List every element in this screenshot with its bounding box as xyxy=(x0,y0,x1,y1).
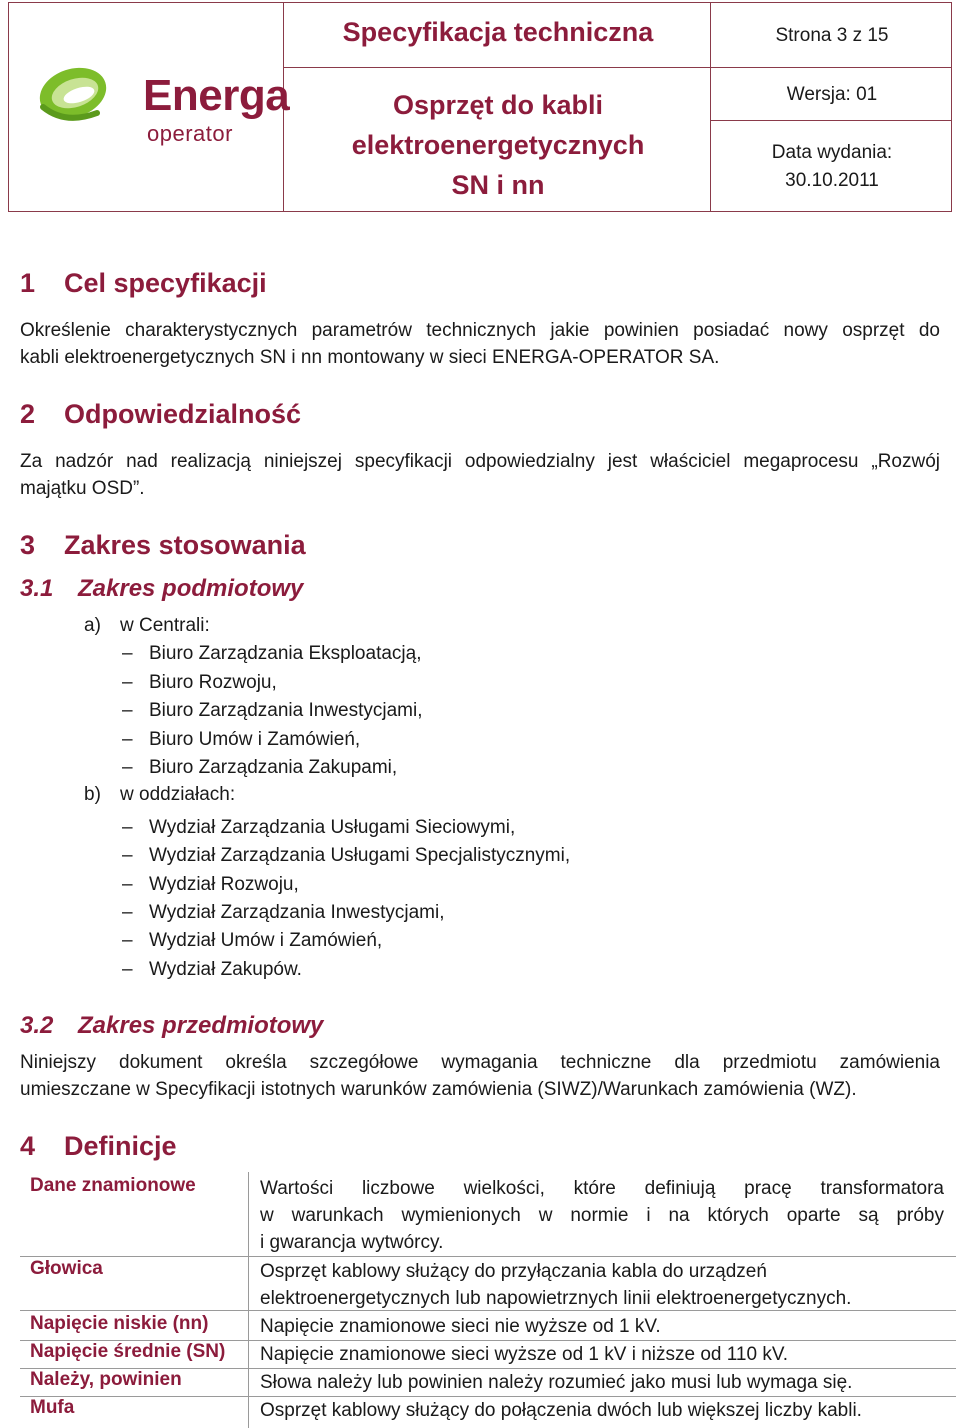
list-text: Wydział Zarządzania Usługami Sieciowymi, xyxy=(149,817,516,838)
energa-logo xyxy=(35,63,290,153)
section-number: 4 xyxy=(20,1131,36,1161)
subtitle-line: Osprzęt do kabli xyxy=(392,90,604,120)
section-heading xyxy=(20,1131,177,1162)
list-text: Wydział Zarządzania Usługami Specjalistycznymi, xyxy=(149,845,571,866)
list-label: a) xyxy=(84,615,101,636)
dash-bullet-icon: – xyxy=(122,817,133,838)
list-item xyxy=(122,729,360,751)
document-subtitle xyxy=(285,85,711,205)
description-line: Napięcie znamionowe sieci nie wyższe od 1 kV. xyxy=(260,1316,661,1337)
paragraph-line: Niniejszy dokument określa szczegółowe wymagania techniczne dla przedmiotu zamówienia xyxy=(20,1052,940,1073)
description-line: Słowa należy lub powinien należy rozumieć jako musi lub wymaga się. xyxy=(260,1372,853,1393)
definition-description xyxy=(260,1397,944,1424)
list-item xyxy=(84,615,210,637)
subsection-title: Zakres podmiotowy xyxy=(78,575,304,602)
section-heading xyxy=(20,530,306,561)
definition-term: Dane znamionowe xyxy=(30,1175,196,1196)
dash-bullet-icon: – xyxy=(122,930,133,951)
list-text: Wydział Umów i Zamówień, xyxy=(149,930,383,951)
description-line: w warunkach wymienionych w normie i na których oparte są próby xyxy=(260,1205,944,1226)
definition-term: Głowica xyxy=(30,1258,103,1279)
list-text: Wydział Rozwoju, xyxy=(149,874,299,895)
dash-bullet-icon: – xyxy=(122,729,133,750)
header-divider xyxy=(710,120,951,121)
subtitle-line: elektroenergetycznych xyxy=(351,130,645,160)
list-text: Biuro Umów i Zamówień, xyxy=(149,729,361,750)
definition-description xyxy=(260,1341,944,1368)
section-title: Definicje xyxy=(64,1131,177,1161)
dash-bullet-icon: – xyxy=(122,845,133,866)
list-item xyxy=(122,874,299,896)
list-text: w oddziałach: xyxy=(120,784,236,805)
list-item xyxy=(122,643,421,665)
section-title: Zakres stosowania xyxy=(64,530,306,560)
paragraph-line: majątku OSD”. xyxy=(20,478,145,499)
section-paragraph xyxy=(20,448,940,502)
paragraph-line: umieszczane w Specyfikacji istotnych warunków zamówienia (SIWZ)/Warunkach zamówienia (WZ). xyxy=(20,1079,857,1100)
row-divider xyxy=(20,1310,956,1311)
section-heading xyxy=(20,399,301,430)
dash-bullet-icon: – xyxy=(122,700,133,721)
section-number: 3 xyxy=(20,530,36,560)
subsection-heading xyxy=(20,575,303,603)
list-text: Biuro Rozwoju, xyxy=(149,672,277,693)
description-line: i gwarancja wytwórcy. xyxy=(260,1232,444,1253)
section-number: 2 xyxy=(20,399,36,429)
section-heading xyxy=(20,268,267,299)
section-paragraph xyxy=(20,317,940,371)
subsection-heading xyxy=(20,1012,323,1040)
definition-term: Napięcie niskie (nn) xyxy=(30,1313,209,1334)
dash-bullet-icon: – xyxy=(122,902,133,923)
list-text: Wydział Zakupów. xyxy=(149,959,302,980)
section-paragraph xyxy=(20,1049,940,1103)
definition-term: Należy, powinien xyxy=(30,1369,182,1390)
definition-term: Mufa xyxy=(30,1397,75,1418)
definition-description xyxy=(260,1369,944,1396)
logo-subtitle: operator xyxy=(147,121,233,146)
energa-leaf-icon xyxy=(35,63,135,143)
dash-bullet-icon: – xyxy=(122,757,133,778)
dash-bullet-icon: – xyxy=(122,672,133,693)
description-line: Napięcie znamionowe sieci wyższe od 1 kV i niższe od 110 kV. xyxy=(260,1344,789,1365)
subsection-title: Zakres przedmiotowy xyxy=(78,1012,324,1039)
table-column-divider xyxy=(248,1172,249,1428)
description-line: elektroenergetycznych lub napowietrznych linii elektroenergetycznych. xyxy=(260,1288,852,1309)
list-item xyxy=(122,817,515,839)
definition-term: Napięcie średnie (SN) xyxy=(30,1341,226,1362)
list-text: Biuro Zarządzania Inwestycjami, xyxy=(149,700,423,721)
list-item xyxy=(122,959,302,981)
paragraph-line: Określenie charakterystycznych parametrów technicznych jakie powinien posiadać nowy osprzęt do xyxy=(20,320,940,341)
subtitle-line: SN i nn xyxy=(451,170,545,200)
list-text: w Centrali: xyxy=(120,615,210,636)
document-title: Specyfikacja techniczna xyxy=(342,17,654,47)
dash-bullet-icon: – xyxy=(122,959,133,980)
header-divider xyxy=(283,67,951,68)
definition-description xyxy=(260,1313,944,1340)
subsection-number: 3.1 xyxy=(20,575,54,602)
list-item xyxy=(122,930,382,952)
list-item xyxy=(122,672,277,694)
dash-bullet-icon: – xyxy=(122,643,133,664)
document-header xyxy=(8,2,952,212)
list-item xyxy=(122,757,397,779)
list-item xyxy=(84,784,235,806)
issue-date: 30.10.2011 xyxy=(785,170,879,191)
list-label: b) xyxy=(84,784,101,805)
section-number: 1 xyxy=(20,268,36,298)
list-text: Biuro Zarządzania Zakupami, xyxy=(149,757,398,778)
dash-bullet-icon: – xyxy=(122,874,133,895)
section-title: Cel specyfikacji xyxy=(64,268,267,298)
page-number: Strona 3 z 15 xyxy=(775,25,889,46)
list-item xyxy=(122,700,423,722)
list-text: Biuro Zarządzania Eksploatacją, xyxy=(149,643,422,664)
date-label: Data wydania: xyxy=(771,142,893,163)
list-item xyxy=(122,902,444,924)
subsection-number: 3.2 xyxy=(20,1012,54,1039)
section-title: Odpowiedzialność xyxy=(64,399,302,429)
description-line: Osprzęt kablowy służący do połączenia dwóch lub większej liczby kabli. xyxy=(260,1400,862,1421)
version: Wersja: 01 xyxy=(786,84,878,105)
definition-description xyxy=(260,1175,944,1256)
row-divider xyxy=(20,1256,956,1257)
description-line: Osprzęt kablowy służący do przyłączania kabla do urządzeń xyxy=(260,1261,767,1282)
paragraph-line: Za nadzór nad realizacją niniejszej specyfikacji odpowiedzialny jest właściciel megaprocesu „Rozwój xyxy=(20,451,940,472)
definition-description xyxy=(260,1258,944,1312)
description-line: Wartości liczbowe wielkości, które definiują pracę transformatora xyxy=(260,1178,944,1199)
list-text: Wydział Zarządzania Inwestycjami, xyxy=(149,902,445,923)
paragraph-line: kabli elektroenergetycznych SN i nn montowany w sieci ENERGA-OPERATOR SA. xyxy=(20,347,720,368)
list-item xyxy=(122,845,570,867)
logo-wordmark: Energa xyxy=(143,71,290,120)
